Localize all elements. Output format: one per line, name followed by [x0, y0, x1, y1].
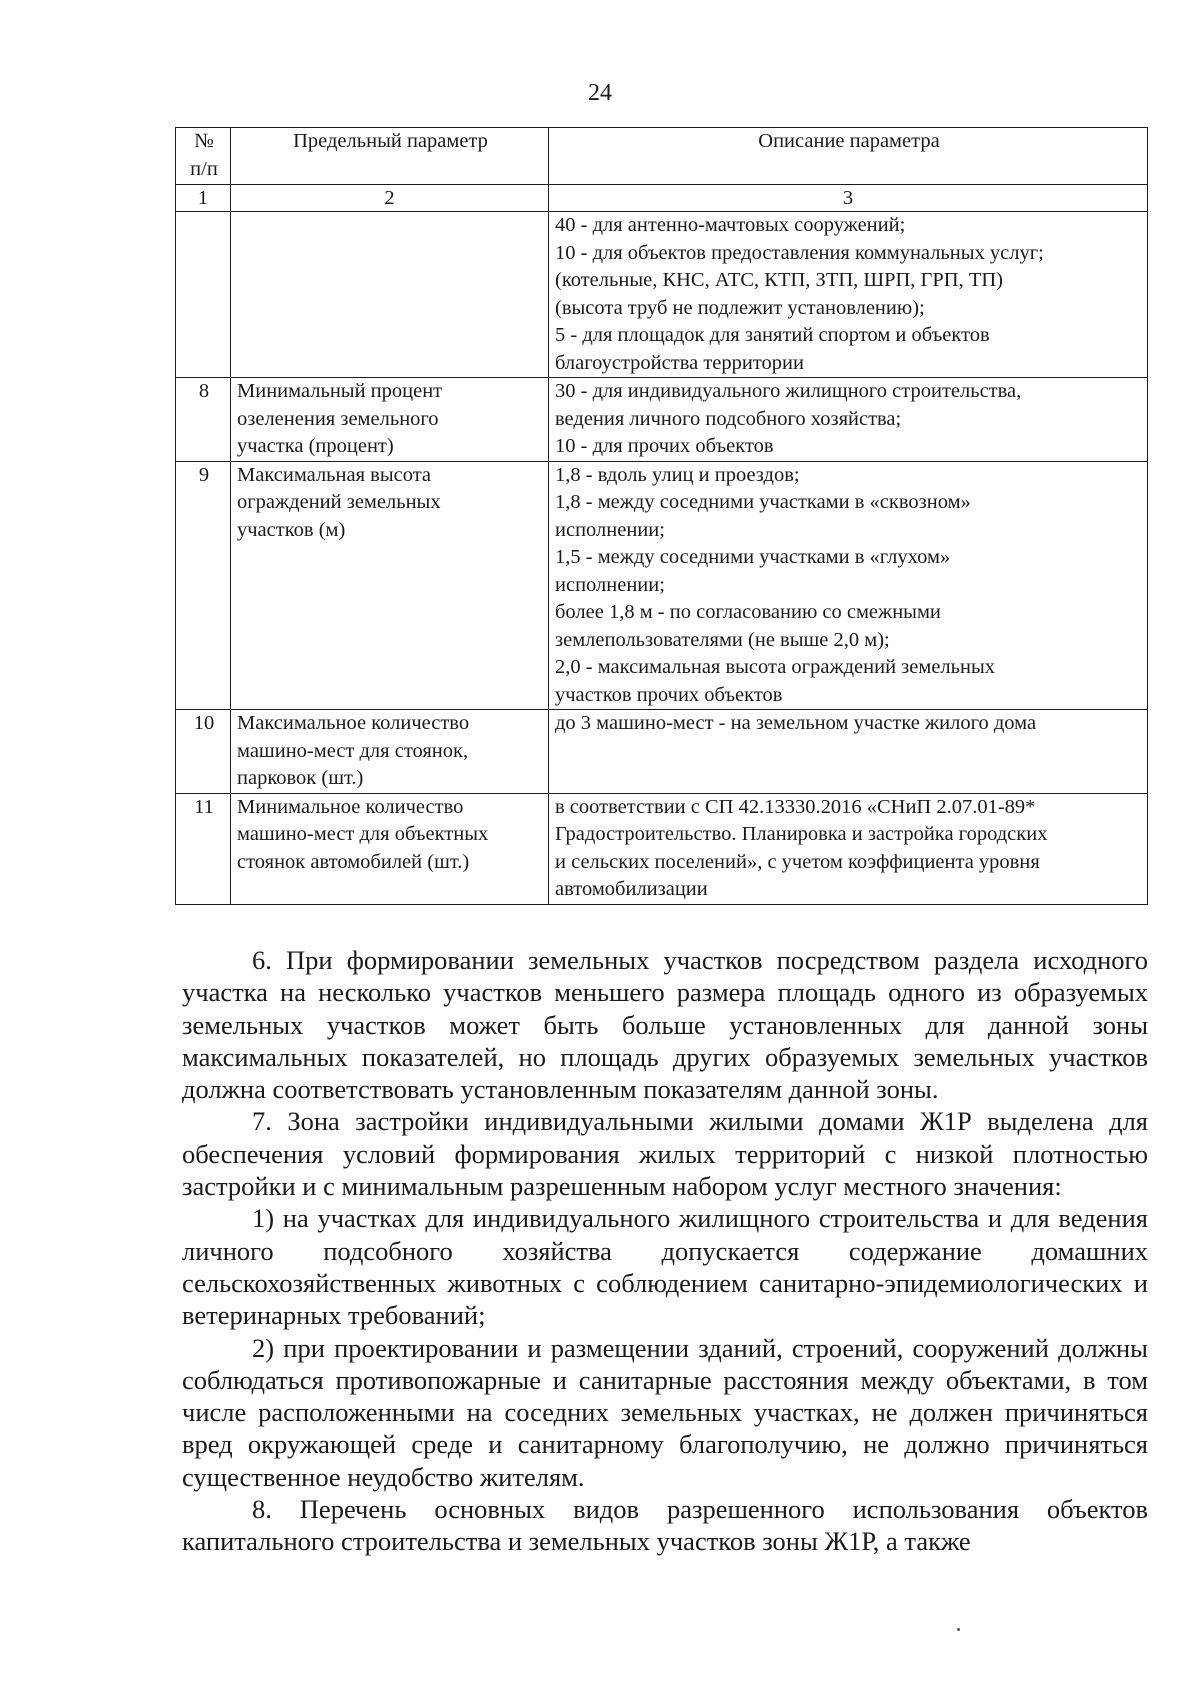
parameter-line: машино-мест для объектных: [237, 823, 489, 845]
header-number-line: №: [194, 130, 214, 152]
body-text: [182, 944, 1148, 1558]
header-number: [176, 128, 231, 185]
parameter-line: участков (м): [237, 518, 346, 541]
header-parameter: Предельный параметр: [231, 128, 549, 185]
row-description: [549, 212, 1148, 378]
parameter-line: участка (процент): [237, 435, 394, 457]
description-line: участков прочих объектов: [555, 683, 783, 706]
description-line: 5 - для площадок для занятий спортом и объектов: [555, 324, 990, 346]
column-number-row: [176, 185, 1148, 212]
table-header-row: [176, 128, 1148, 185]
parameter-line: Максимальная высота: [237, 463, 431, 486]
row-description: [549, 710, 1148, 794]
description-line: (котельные, КНС, АТС, КТП, ЗТП, ШРП, ГРП, ТП): [555, 269, 1003, 291]
parameter-line: Минимальный процент: [237, 380, 443, 402]
parameter-line: Минимальное количество: [237, 795, 464, 818]
row-parameter: [231, 461, 549, 710]
header-description: Описание параметра: [549, 128, 1148, 185]
parameter-line: парковок (шт.): [237, 767, 364, 789]
description-line: 10 - для прочих объектов: [555, 435, 774, 457]
row-description: [549, 461, 1148, 710]
description-line: землепользователями (не выше 2,0 м);: [555, 628, 890, 651]
table-row: [176, 461, 1148, 710]
paragraph: 1) на участках для индивидуального жилищного строительства и для ведения личного подсобного хозяйства допускается содержание домашних сельскохозяйственных животных с соблюдением санитарно-эпидемиологических и ветеринарных требований;: [182, 1203, 1148, 1331]
row-number: 8: [176, 378, 231, 462]
parameters-table: [175, 127, 1148, 905]
row-parameter: [231, 710, 549, 794]
paragraph: 6. При формировании земельных участков посредством раздела исходного участка на несколько участков меньшего размера площадь одного из образуемых земельных участков может быть больше установленных для данной зоны максимальных показателей, но площадь других образуемых земельных участков должна соответствовать установленным показателям данной зоны.: [182, 945, 1148, 1105]
table-row: [176, 710, 1148, 794]
column-number: 3: [549, 185, 1148, 212]
table-row: [176, 378, 1148, 462]
description-line: исполнении;: [555, 518, 665, 541]
column-number: 1: [176, 185, 231, 212]
table-row: [176, 793, 1148, 904]
parameter-line: машино-мест для стоянок,: [237, 739, 469, 762]
page-number: 24: [588, 80, 612, 106]
scan-speck: [957, 1628, 960, 1631]
parameter-line: стоянок автомобилей (шт.): [237, 850, 470, 873]
parameter-line: ограждений земельных: [237, 491, 441, 513]
row-description: [549, 793, 1148, 904]
header-number-line: п/п: [190, 157, 218, 180]
description-line: до 3 машино-мест - на земельном участке жилого дома: [555, 712, 1037, 734]
table-row: [176, 212, 1148, 378]
description-line: 1,5 - между соседними участками в «глухом»: [555, 546, 951, 568]
description-line: в соответствии с СП 42.13330.2016 «СНиП 2.07.01-89*: [555, 795, 1036, 818]
description-line: 2,0 - максимальная высота ограждений земельных: [555, 656, 996, 678]
row-description: [549, 378, 1148, 462]
row-number: 9: [176, 461, 231, 710]
row-number: [176, 212, 231, 378]
description-line: 1,8 - вдоль улиц и проездов;: [555, 463, 800, 486]
description-line: ведения личного подсобного хозяйства;: [555, 407, 902, 430]
paragraph: 8. Перечень основных видов разрешенного использования объектов капитального строительства и земельных участков зоны Ж1Р, а также: [182, 1494, 1148, 1557]
description-line: Градостроительство. Планировка и застройка городских: [555, 823, 1048, 845]
description-line: 1,8 - между соседними участками в «сквозном»: [555, 491, 971, 513]
description-line: более 1,8 м - по согласованию со смежными: [555, 601, 941, 623]
description-line: 40 - для антенно-мачтовых сооружений;: [555, 214, 906, 236]
column-number: 2: [231, 185, 549, 212]
description-line: исполнении;: [555, 573, 665, 596]
row-number: 10: [176, 710, 231, 794]
row-number: 11: [176, 793, 231, 904]
parameter-line: озеленения земельного: [237, 407, 439, 430]
description-line: и сельских поселений», с учетом коэффициента уровня: [555, 850, 1040, 873]
description-line: благоустройства территории: [555, 351, 804, 374]
description-line: 10 - для объектов предоставления коммунальных услуг;: [555, 241, 1044, 264]
description-line: (высота труб не подлежит установлению);: [555, 296, 925, 319]
description-line: автомобилизации: [555, 878, 708, 900]
description-line: 30 - для индивидуального жилищного строительства,: [555, 380, 1022, 402]
paragraph: 2) при проектировании и размещении зданий, строений, сооружений должны соблюдаться противопожарные и санитарные расстояния между объектами, в том числе расположенными на соседних земельных участках, не должен причиняться вред окружающей среде и санитарному благополучию, не должно причиняться существенное неудобство жителям.: [182, 1332, 1148, 1492]
row-parameter: [231, 793, 549, 904]
parameter-line: Максимальное количество: [237, 712, 470, 734]
row-parameter: [231, 212, 549, 378]
paragraph: 7. Зона застройки индивидуальными жилыми домами Ж1Р выделена для обеспечения условий формирования жилых территорий с низкой плотностью застройки и с минимальным разрешенным набором услуг местного значения:: [182, 1106, 1148, 1202]
row-parameter: [231, 378, 549, 462]
